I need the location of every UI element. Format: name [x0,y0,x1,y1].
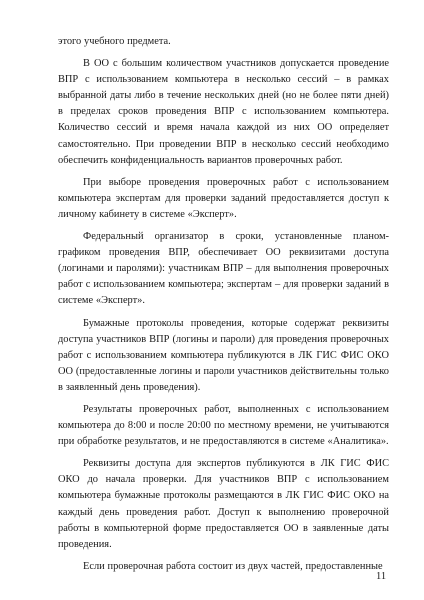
document-body [58,34,389,581]
page-number: 11 [376,571,387,582]
paragraph-results-timing: Результаты проверочных работ, выполненных с использованием компьютера до 8:00 и после 20:00 по местному времени, не учитываются при обработке результатов, и не предоставляются в системе «Аналитика». [58,403,389,448]
paragraph-expert-access: При выборе проведения проверочных работ с использованием компьютера экспертам для проверки заданий предоставляется доступ к личному кабинету в системе «Эксперт». [58,176,389,220]
paragraph-sessions: В ОО с большим количеством участников допускается проведение ВПР с использованием компьютера в несколько сессий – в рамках выбранной даты либо в течение нескольких дней (но не более пяти дней) в пределах сроков проведения ВПР с использованием компьютера. Количество сессий и время начала каждой из них ОО определяет самостоятельно. При проведении ВПР в несколько сессий необходимо обеспечить конфиденциальность вариантов проверочных работ. [58,58,389,166]
paragraph-continuation: этого учебного предмета. [58,36,171,47]
paragraph-paper-protocols: Бумажные протоколы проведения, которые содержат реквизиты доступа участников ВПР (логины и пароли) для проведения проверочных работ с использованием компьютера публикуются в ЛК ГИС ФИС ОКО ОО (предоставленные логины и пароли участников действительны только в заявленный день проведения). [58,317,389,393]
paragraph-two-parts: Если проверочная работа состоит из двух частей, предоставленные [83,560,383,572]
paragraph-access-details: Реквизиты доступа для экспертов публикуются в ЛК ГИС ФИС ОКО до начала проверки. Для участников ВПР с использованием компьютера бумажные протоколы размещаются в ЛК ГИС ФИС ОКО на каждый день проведения работ. Доступ к выполнению проверочной работы в компьютерной форме предоставляется ОО в заявленные даты проведения. [58,458,389,550]
paragraph-federal-organizer: Федеральный организатор в сроки, установленные планом-графиком проведения ВПР, обеспечивает ОО реквизитами доступа (логинами и паролями): участникам ВПР – для выполнения проверочных работ с использованием компьютера; экспертам – для проверки заданий в системе «Эксперт». [58,231,389,307]
